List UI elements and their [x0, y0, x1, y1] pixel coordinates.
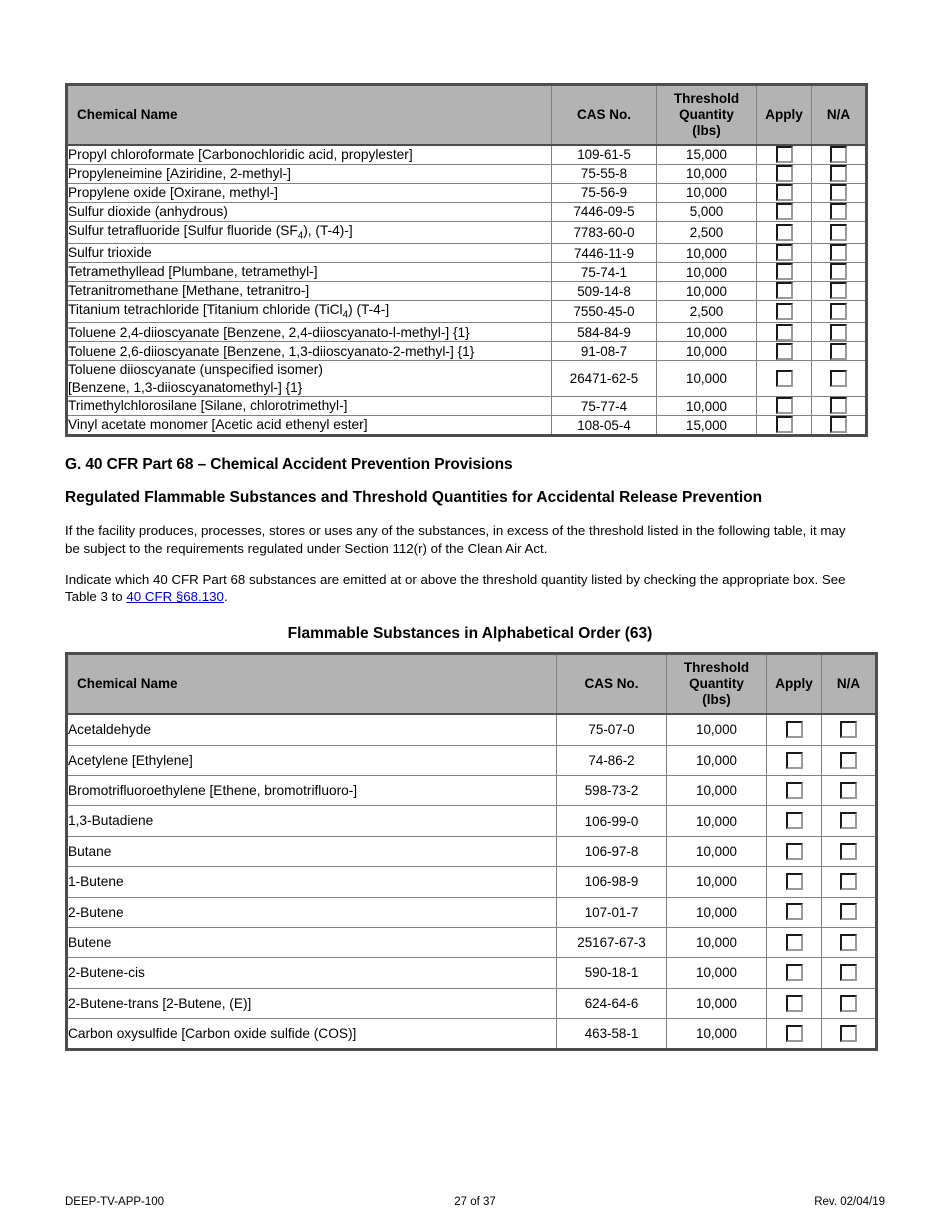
cell-na-checkbox[interactable] — [812, 301, 867, 323]
apply-checkbox[interactable] — [786, 721, 803, 738]
cell-threshold-quantity: 10,000 — [657, 183, 757, 202]
apply-checkbox[interactable] — [776, 343, 793, 360]
cell-apply-checkbox[interactable] — [757, 361, 812, 397]
column-header-threshold-quantity — [657, 85, 757, 145]
na-checkbox[interactable] — [830, 224, 847, 241]
table-row — [67, 897, 877, 927]
cell-chemical-name: Toluene 2,6-diioscyanate [Benzene, 1,3-diioscyanato-2-methyl-] {1} — [67, 342, 552, 361]
cell-chemical-name: 1,3-Butadiene — [67, 806, 557, 836]
apply-checkbox[interactable] — [776, 397, 793, 414]
cell-threshold-quantity: 10,000 — [657, 282, 757, 301]
cell-threshold-quantity: 15,000 — [657, 145, 757, 165]
na-checkbox[interactable] — [830, 282, 847, 299]
cell-chemical-name: Sulfur tetrafluoride [Sulfur fluoride $(SF_4)$, (T-4)-] — [67, 221, 552, 243]
cell-na-checkbox[interactable] — [812, 282, 867, 301]
table-one-body — [67, 145, 867, 436]
cell-na-checkbox[interactable] — [822, 745, 877, 775]
apply-checkbox[interactable] — [776, 224, 793, 241]
cell-threshold-quantity: 10,000 — [657, 342, 757, 361]
na-checkbox[interactable] — [830, 397, 847, 414]
table-row — [67, 282, 867, 301]
na-checkbox[interactable] — [840, 782, 857, 799]
apply-checkbox[interactable] — [776, 416, 793, 433]
cell-chemical-name: Acetylene [Ethylene] — [67, 745, 557, 775]
na-checkbox[interactable] — [830, 165, 847, 182]
na-checkbox[interactable] — [840, 812, 857, 829]
toxic-substances-table — [65, 83, 868, 437]
cell-chemical-name: Butene — [67, 927, 557, 957]
apply-checkbox[interactable] — [786, 752, 803, 769]
cell-threshold-quantity: 10,000 — [667, 897, 767, 927]
cell-cas-number: 107-01-7 — [557, 897, 667, 927]
cell-na-checkbox[interactable] — [812, 323, 867, 342]
na-checkbox[interactable] — [830, 263, 847, 280]
cell-na-checkbox[interactable] — [812, 164, 867, 183]
section-subheading: Regulated Flammable Substances and Threshold Quantities for Accidental Release Prevention — [65, 489, 763, 507]
cell-apply-checkbox[interactable] — [757, 183, 812, 202]
table-row — [67, 244, 867, 263]
cell-threshold-quantity: 2,500 — [657, 221, 757, 243]
apply-checkbox[interactable] — [776, 165, 793, 182]
cell-na-checkbox[interactable] — [812, 263, 867, 282]
cfr-68-130-link[interactable]: 40 CFR §68.130 — [126, 589, 224, 605]
table-one-header — [67, 85, 867, 145]
cell-cas-number: 75-77-4 — [552, 397, 657, 416]
cell-cas-number: 7550-45-0 — [552, 301, 657, 323]
table-row — [67, 183, 867, 202]
cell-chemical-name: Acetaldehyde — [67, 714, 557, 745]
column-header-cas-no: CAS No. — [557, 654, 667, 714]
cell-apply-checkbox[interactable] — [767, 988, 822, 1018]
cell-apply-checkbox[interactable] — [767, 867, 822, 897]
cell-apply-checkbox[interactable] — [767, 927, 822, 957]
cell-chemical-name: 2-Butene-trans [2-Butene, (E)] — [67, 988, 557, 1018]
cell-na-checkbox[interactable] — [822, 988, 877, 1018]
cell-threshold-quantity: 10,000 — [667, 806, 767, 836]
cell-cas-number: 463-58-1 — [557, 1019, 667, 1050]
cell-chemical-name: Propyl chloroformate [Carbonochloridic acid, propylester] — [67, 145, 552, 165]
cell-na-checkbox[interactable] — [822, 867, 877, 897]
cell-threshold-quantity: 10,000 — [657, 164, 757, 183]
cell-apply-checkbox[interactable] — [757, 323, 812, 342]
na-checkbox[interactable] — [830, 343, 847, 360]
intro-paragraph-1: If the facility produces, processes, stores or uses any of the substances, in excess of the threshold listed in the following table, it may be subject to the requirements regulated under Section 112(r) of the Clean Air Act. — [65, 522, 846, 556]
apply-checkbox[interactable] — [776, 263, 793, 280]
cell-apply-checkbox[interactable] — [757, 301, 812, 323]
section-heading: G. 40 CFR Part 68 – Chemical Accident Prevention Provisions — [65, 456, 513, 474]
cell-na-checkbox[interactable] — [812, 416, 867, 436]
apply-checkbox[interactable] — [776, 146, 793, 163]
apply-checkbox[interactable] — [786, 964, 803, 981]
cell-apply-checkbox[interactable] — [757, 342, 812, 361]
cell-threshold-quantity: 10,000 — [667, 775, 767, 805]
cell-cas-number: 75-56-9 — [552, 183, 657, 202]
cell-cas-number: 7446-09-5 — [552, 202, 657, 221]
cell-cas-number: 75-55-8 — [552, 164, 657, 183]
cell-cas-number: 75-07-0 — [557, 714, 667, 745]
table-row — [67, 806, 877, 836]
cell-apply-checkbox[interactable] — [757, 244, 812, 263]
cell-chemical-name: Sulfur trioxide — [67, 244, 552, 263]
na-checkbox[interactable] — [840, 903, 857, 920]
table-header-row — [67, 654, 877, 714]
cell-na-checkbox[interactable] — [822, 958, 877, 988]
table-row — [67, 836, 877, 866]
cell-na-checkbox[interactable] — [812, 183, 867, 202]
apply-checkbox[interactable] — [786, 934, 803, 951]
na-checkbox[interactable] — [830, 244, 847, 261]
cell-threshold-quantity: 10,000 — [667, 745, 767, 775]
cell-cas-number: 590-18-1 — [557, 958, 667, 988]
na-checkbox[interactable] — [830, 370, 847, 387]
cell-threshold-quantity: 10,000 — [657, 323, 757, 342]
cell-threshold-quantity: 10,000 — [657, 397, 757, 416]
cell-chemical-name: 2-Butene — [67, 897, 557, 927]
column-header-chemical-name: Chemical Name — [67, 654, 557, 714]
cell-threshold-quantity: 10,000 — [667, 958, 767, 988]
threshold-line-3: (lbs) — [692, 122, 721, 138]
cell-apply-checkbox[interactable] — [757, 416, 812, 436]
cell-threshold-quantity: 10,000 — [667, 714, 767, 745]
na-checkbox[interactable] — [840, 752, 857, 769]
table-row — [67, 342, 867, 361]
table-row — [67, 361, 867, 397]
cell-apply-checkbox[interactable] — [767, 836, 822, 866]
table-row — [67, 397, 867, 416]
na-checkbox[interactable] — [830, 203, 847, 220]
cell-chemical-name: Trimethylchlorosilane [Silane, chlorotrimethyl-] — [67, 397, 552, 416]
apply-checkbox[interactable] — [786, 903, 803, 920]
apply-checkbox[interactable] — [786, 1025, 803, 1042]
cell-na-checkbox[interactable] — [812, 221, 867, 243]
cell-apply-checkbox[interactable] — [767, 714, 822, 745]
cell-na-checkbox[interactable] — [812, 244, 867, 263]
column-header-na: N/A — [812, 85, 867, 145]
na-checkbox[interactable] — [840, 995, 857, 1012]
cell-chemical-name: Tetranitromethane [Methane, tetranitro-] — [67, 282, 552, 301]
cell-na-checkbox[interactable] — [812, 397, 867, 416]
cell-chemical-name: 2-Butene-cis — [67, 958, 557, 988]
table-row — [67, 145, 867, 165]
cell-apply-checkbox[interactable] — [767, 1019, 822, 1050]
cell-na-checkbox[interactable] — [822, 806, 877, 836]
cell-na-checkbox[interactable] — [822, 775, 877, 805]
cell-chemical-name: Tetramethyllead [Plumbane, tetramethyl-] — [67, 263, 552, 282]
cell-apply-checkbox[interactable] — [757, 397, 812, 416]
na-checkbox[interactable] — [830, 416, 847, 433]
cell-apply-checkbox[interactable] — [757, 145, 812, 165]
apply-checkbox[interactable] — [786, 812, 803, 829]
cell-na-checkbox[interactable] — [812, 202, 867, 221]
footer-revision: Rev. 02/04/19 — [814, 1196, 885, 1208]
cell-threshold-quantity: 10,000 — [657, 361, 757, 397]
na-checkbox[interactable] — [840, 843, 857, 860]
cell-cas-number: 75-74-1 — [552, 263, 657, 282]
na-checkbox[interactable] — [830, 184, 847, 201]
table-row — [67, 867, 877, 897]
intro-paragraph-2 — [65, 571, 850, 607]
cell-apply-checkbox[interactable] — [767, 958, 822, 988]
cell-threshold-quantity: 10,000 — [667, 1019, 767, 1050]
page-footer — [65, 1196, 885, 1208]
footer-form-id: DEEP-TV-APP-100 — [65, 1196, 165, 1208]
apply-checkbox[interactable] — [776, 282, 793, 299]
cell-chemical-name: Vinyl acetate monomer [Acetic acid ethenyl ester] — [67, 416, 552, 436]
cell-apply-checkbox[interactable] — [757, 202, 812, 221]
table-row — [67, 202, 867, 221]
cell-cas-number: 74-86-2 — [557, 745, 667, 775]
cell-apply-checkbox[interactable] — [757, 263, 812, 282]
cell-chemical-name: Sulfur dioxide (anhydrous) — [67, 202, 552, 221]
threshold-line-1: Threshold — [683, 660, 750, 676]
table-row — [67, 775, 877, 805]
table-row — [67, 323, 867, 342]
cell-apply-checkbox[interactable] — [767, 806, 822, 836]
cell-chemical-name: Titanium tetrachloride [Titanium chloride (TiCl$_4$) (T-4-] — [67, 301, 552, 323]
cell-apply-checkbox[interactable] — [767, 897, 822, 927]
cell-threshold-quantity: 10,000 — [667, 927, 767, 957]
na-checkbox[interactable] — [840, 964, 857, 981]
table-row — [67, 301, 867, 323]
cell-threshold-quantity: 10,000 — [667, 836, 767, 866]
cell-cas-number: 106-97-8 — [557, 836, 667, 866]
table-row — [67, 416, 867, 436]
na-checkbox[interactable] — [840, 934, 857, 951]
apply-checkbox[interactable] — [786, 873, 803, 890]
column-header-apply: Apply — [767, 654, 822, 714]
cell-chemical-name: Carbon oxysulfide [Carbon oxide sulfide (COS)] — [67, 1019, 557, 1050]
column-header-na: N/A — [822, 654, 877, 714]
table-two-title: Flammable Substances in Alphabetical Order (63) — [287, 625, 653, 643]
table-row — [67, 988, 877, 1018]
footer-page-number: 27 of 37 — [454, 1196, 496, 1208]
table-row — [67, 263, 867, 282]
na-checkbox[interactable] — [830, 146, 847, 163]
cell-cas-number: 106-98-9 — [557, 867, 667, 897]
apply-checkbox[interactable] — [776, 203, 793, 220]
cell-na-checkbox[interactable] — [822, 836, 877, 866]
na-checkbox[interactable] — [830, 303, 847, 320]
cell-chemical-name: 1-Butene — [67, 867, 557, 897]
cell-cas-number: 624-64-6 — [557, 988, 667, 1018]
table-row — [67, 927, 877, 957]
table-header-row — [67, 85, 867, 145]
cell-na-checkbox[interactable] — [812, 342, 867, 361]
threshold-line-1: Threshold — [673, 91, 740, 106]
column-header-chemical-name: Chemical Name — [67, 85, 552, 145]
cell-threshold-quantity: 10,000 — [667, 867, 767, 897]
table-two-header — [67, 654, 877, 714]
table-row — [67, 745, 877, 775]
na-checkbox[interactable] — [840, 873, 857, 890]
cell-chemical-name: Butane — [67, 836, 557, 866]
cell-apply-checkbox[interactable] — [757, 282, 812, 301]
cell-threshold-quantity: 10,000 — [657, 263, 757, 282]
apply-checkbox[interactable] — [776, 370, 793, 387]
cell-apply-checkbox[interactable] — [757, 164, 812, 183]
cell-chemical-name: Bromotrifluoroethylene [Ethene, bromotrifluoro-] — [67, 775, 557, 805]
cell-apply-checkbox[interactable] — [757, 221, 812, 243]
table-row — [67, 1019, 877, 1050]
column-header-cas-no: CAS No. — [552, 85, 657, 145]
cell-chemical-name: Toluene 2,4-diioscyanate [Benzene, 2,4-diioscyanato-l-methyl-] {1} — [67, 323, 552, 342]
cell-cas-number: 106-99-0 — [557, 806, 667, 836]
cell-chemical-name: Propyleneimine [Aziridine, 2-methyl-] — [67, 164, 552, 183]
table-row — [67, 958, 877, 988]
cell-na-checkbox[interactable] — [822, 927, 877, 957]
cell-na-checkbox[interactable] — [822, 1019, 877, 1050]
table-row — [67, 164, 867, 183]
cell-cas-number: 7783-60-0 — [552, 221, 657, 243]
cell-cas-number: 25167-67-3 — [557, 927, 667, 957]
cell-apply-checkbox[interactable] — [767, 775, 822, 805]
threshold-line-2: Quantity — [679, 106, 734, 122]
top-margin — [65, 0, 885, 83]
column-header-apply: Apply — [757, 85, 812, 145]
cell-threshold-quantity: 5,000 — [657, 202, 757, 221]
cell-na-checkbox[interactable] — [822, 897, 877, 927]
apply-checkbox[interactable] — [776, 303, 793, 320]
cell-cas-number: 108-05-4 — [552, 416, 657, 436]
apply-checkbox[interactable] — [786, 843, 803, 860]
flammable-substances-table — [65, 652, 878, 1051]
apply-checkbox[interactable] — [786, 995, 803, 1012]
apply-checkbox[interactable] — [776, 244, 793, 261]
cell-threshold-quantity: 2,500 — [657, 301, 757, 323]
table-two-body — [67, 714, 877, 1050]
cell-na-checkbox[interactable] — [812, 145, 867, 165]
threshold-line-3: (lbs) — [702, 692, 731, 708]
threshold-line-2: Quantity — [689, 676, 744, 692]
cell-na-checkbox[interactable] — [812, 361, 867, 397]
cell-chemical-name: Toluene diioscyanate (unspecified isomer) [Benzene, 1,3-diioscyanatomethyl-] {1} — [67, 361, 552, 397]
cell-cas-number: 26471-62-5 — [552, 361, 657, 397]
paragraph-2-text-after: . — [223, 589, 228, 605]
cell-cas-number: 7446-11-9 — [552, 244, 657, 263]
cell-chemical-name: Propylene oxide [Oxirane, methyl-] — [67, 183, 552, 202]
cell-threshold-quantity: 15,000 — [657, 416, 757, 436]
cell-na-checkbox[interactable] — [822, 714, 877, 745]
apply-checkbox[interactable] — [776, 324, 793, 341]
table-row — [67, 221, 867, 243]
cell-cas-number: 109-61-5 — [552, 145, 657, 165]
cell-threshold-quantity: 10,000 — [667, 988, 767, 1018]
apply-checkbox[interactable] — [776, 184, 793, 201]
cell-cas-number: 584-84-9 — [552, 323, 657, 342]
na-checkbox[interactable] — [830, 324, 847, 341]
cell-threshold-quantity: 10,000 — [657, 244, 757, 263]
cell-cas-number: 91-08-7 — [552, 342, 657, 361]
apply-checkbox[interactable] — [786, 782, 803, 799]
na-checkbox[interactable] — [840, 1025, 857, 1042]
paragraph-2-text-before: Indicate which 40 CFR Part 68 substances are emitted at or above the threshold quantity listed by checking the appropriate box. See Table 3 to — [65, 571, 846, 605]
na-checkbox[interactable] — [840, 721, 857, 738]
column-header-threshold-quantity — [667, 654, 767, 714]
table-row — [67, 714, 877, 745]
cell-apply-checkbox[interactable] — [767, 745, 822, 775]
cell-cas-number: 509-14-8 — [552, 282, 657, 301]
cell-cas-number: 598-73-2 — [557, 775, 667, 805]
